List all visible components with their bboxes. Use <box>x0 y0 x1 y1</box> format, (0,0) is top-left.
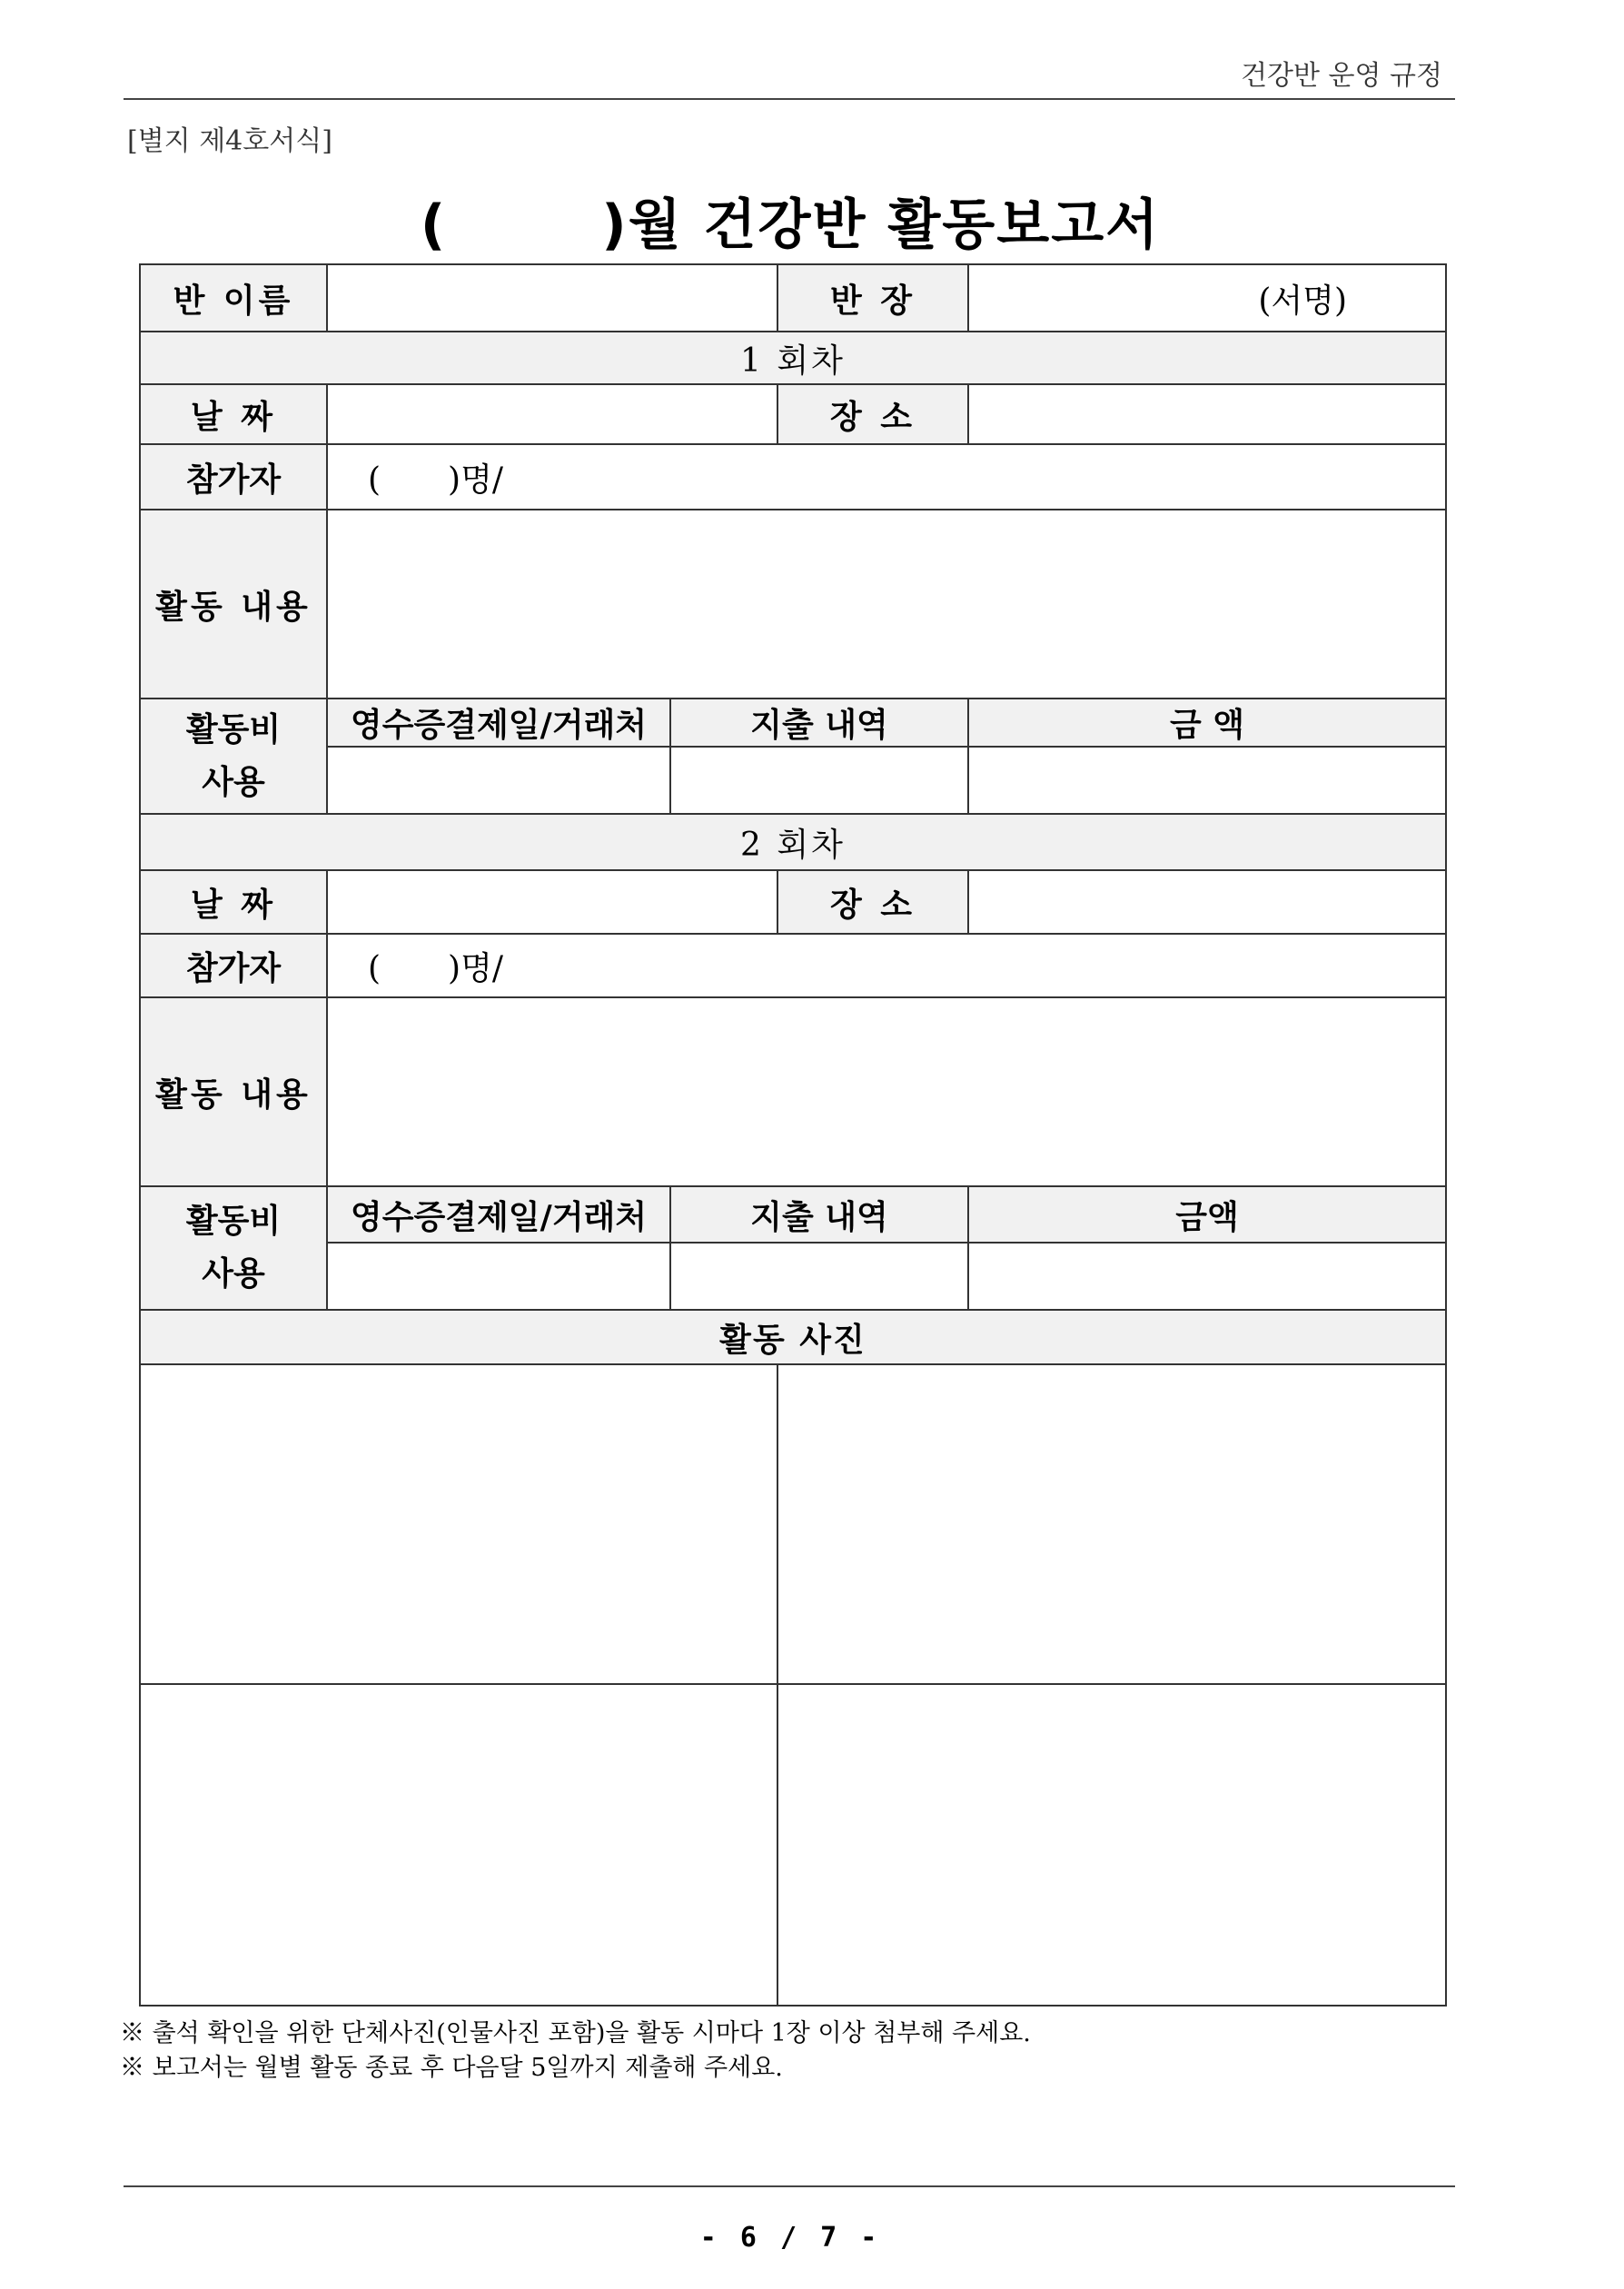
session-1-details-field[interactable] <box>670 747 968 814</box>
session-1-details-header: 지출 내역 <box>670 699 968 747</box>
session-1-participants-suffix: )명/ <box>448 461 503 499</box>
activity-report-form <box>139 263 1447 2007</box>
session-2-activity-field[interactable] <box>327 997 1446 1186</box>
session-2-participants-field[interactable] <box>327 934 1446 997</box>
photo-slot-3[interactable] <box>140 1684 777 2006</box>
footer-divider <box>124 2185 1455 2187</box>
session-1-activity-label: 활동 내용 <box>140 510 327 699</box>
session-2-place-label: 장 소 <box>777 870 968 934</box>
session-2-participants-open: ( <box>368 949 381 987</box>
session-2-date-label: 날 짜 <box>140 870 327 934</box>
form-number-label: [별지 제4호서식] <box>127 125 332 157</box>
session-2-receipt-header: 영수증결제일/거래처 <box>327 1186 670 1243</box>
session-2-expense-label <box>140 1186 327 1310</box>
photo-slot-2[interactable] <box>777 1364 1446 1684</box>
session-2-expense-label-line1: 활동비 <box>185 1203 282 1240</box>
session-1-heading: 1 회차 <box>140 332 1446 384</box>
note-deadline: ※ 보고서는 월별 활동 종료 후 다음달 5일까지 제출해 주세요. <box>120 2054 783 2082</box>
title-suffix: )월 건강반 활동보고서 <box>601 193 1161 257</box>
session-2-heading: 2 회차 <box>140 814 1446 870</box>
document-header-title: 건강반 운영 규정 <box>1241 60 1442 92</box>
session-2-amount-header: 금액 <box>968 1186 1446 1243</box>
session-1-participants-label: 참가자 <box>140 444 327 510</box>
notes <box>120 2016 1031 2086</box>
session-1-activity-field[interactable] <box>327 510 1446 699</box>
session-1-expense-label-line1: 활동비 <box>185 710 282 748</box>
session-1-participants-open: ( <box>368 461 381 499</box>
report-title <box>0 182 1580 260</box>
session-1-place-field[interactable] <box>968 384 1446 444</box>
session-1-participants-field[interactable] <box>327 444 1446 510</box>
session-2-place-field[interactable] <box>968 870 1446 934</box>
session-2-details-header: 지출 내역 <box>670 1186 968 1243</box>
class-name-field[interactable] <box>327 264 777 332</box>
header-divider <box>124 98 1455 100</box>
session-2-participants-suffix: )명/ <box>448 949 503 987</box>
title-open-paren: ( <box>420 193 448 257</box>
session-2-amount-field[interactable] <box>968 1243 1446 1310</box>
session-1-expense-label <box>140 699 327 814</box>
photo-slot-1[interactable] <box>140 1364 777 1684</box>
photo-slot-4[interactable] <box>777 1684 1446 2006</box>
session-1-date-label: 날 짜 <box>140 384 327 444</box>
session-1-expense-label-line2: 사용 <box>202 763 265 801</box>
session-1-receipt-header: 영수증결제일/거래처 <box>327 699 670 747</box>
session-1-amount-field[interactable] <box>968 747 1446 814</box>
session-1-date-field[interactable] <box>327 384 777 444</box>
note-photo: ※ 출석 확인을 위한 단체사진(인물사진 포함)을 활동 시마다 1장 이상 첨부해 주세요. <box>120 2019 1031 2047</box>
session-2-participants-label: 참가자 <box>140 934 327 997</box>
session-2-date-field[interactable] <box>327 870 777 934</box>
class-name-label: 반 이름 <box>140 264 327 332</box>
session-1-receipt-field[interactable] <box>327 747 670 814</box>
page-number: - 6 / 7 - <box>699 2222 881 2254</box>
session-2-details-field[interactable] <box>670 1243 968 1310</box>
session-1-amount-header: 금 액 <box>968 699 1446 747</box>
photos-heading: 활동 사진 <box>140 1310 1446 1364</box>
session-2-expense-label-line2: 사용 <box>202 1255 265 1293</box>
leader-label: 반 장 <box>777 264 968 332</box>
leader-signature-field[interactable]: (서명) <box>968 264 1446 332</box>
session-2-receipt-field[interactable] <box>327 1243 670 1310</box>
session-2-activity-label: 활동 내용 <box>140 997 327 1186</box>
session-1-place-label: 장 소 <box>777 384 968 444</box>
